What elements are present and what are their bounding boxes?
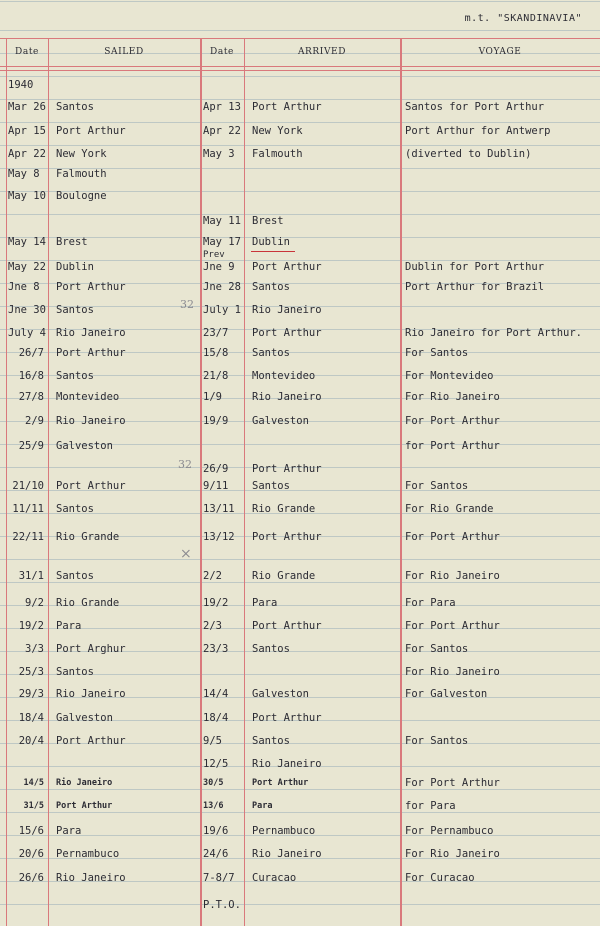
arrived-port: Port Arthur	[252, 531, 322, 543]
voyage-note: Dublin for Port Arthur	[405, 261, 545, 273]
sailed-port: Santos	[56, 666, 94, 678]
sailed-date: July 4	[8, 327, 46, 339]
voyage-note: (diverted to Dublin)	[405, 148, 532, 160]
rule-header-2	[0, 70, 600, 71]
arrived-date: P.T.O.	[203, 899, 241, 911]
arrived-port: Port Arthur	[252, 101, 322, 113]
arrived-port: Montevideo	[252, 370, 316, 382]
arrived-date: 15/8	[203, 347, 229, 359]
arrived-port: Port Arthur	[252, 463, 322, 475]
arrived-date: 7-8/7	[203, 872, 235, 884]
sailed-port: Galveston	[56, 440, 113, 452]
sailed-date: Apr 15	[8, 125, 46, 137]
arrived-date: Jne 28	[203, 281, 241, 293]
arrived-date: Apr 13	[203, 101, 241, 113]
sailed-port: Rio Janeiro	[56, 327, 126, 339]
sailed-date: 9/2	[25, 597, 44, 609]
sailed-date: 14/5	[23, 778, 44, 788]
sailed-port: Santos	[56, 304, 94, 316]
arrived-port: Rio Janeiro	[252, 758, 322, 770]
arrived-date: 14/4	[203, 688, 229, 700]
voyage-note: For Port Arthur	[405, 777, 500, 789]
voyage-note: For Port Arthur	[405, 531, 500, 543]
sailed-port: Rio Janeiro	[56, 688, 126, 700]
header-sailed: SAILED	[104, 47, 144, 57]
arrived-port: Santos	[252, 735, 290, 747]
sailed-date: 16/8	[18, 370, 44, 382]
sailed-date: 27/8	[18, 391, 44, 403]
arrived-date: 13/6	[203, 801, 224, 811]
sailed-port: Boulogne	[56, 190, 107, 202]
arrived-port: New York	[252, 125, 303, 137]
sailed-date: 31/5	[23, 801, 44, 811]
sailed-date: 2/9	[25, 415, 44, 427]
arrived-port: Galveston	[252, 688, 309, 700]
underline-dublin	[251, 251, 295, 252]
voyage-note: For Rio Grande	[405, 503, 494, 515]
arrived-date: 2/2	[203, 570, 222, 582]
arrived-date: 21/8	[203, 370, 229, 382]
sailed-date: 25/3	[18, 666, 44, 678]
arrived-date: 2/3	[203, 620, 222, 632]
voyage-note: For Galveston	[405, 688, 488, 700]
arrived-date: 23/3	[203, 643, 229, 655]
rule-date2	[244, 38, 245, 926]
arrived-port: Rio Janeiro	[252, 848, 322, 860]
sailed-port: Falmouth	[56, 168, 107, 180]
sailed-port: Montevideo	[56, 391, 120, 403]
sailed-port: Port Arthur	[56, 281, 126, 293]
arrived-date: 18/4	[203, 712, 229, 724]
arrived-date: Prev	[203, 250, 225, 260]
header-date-arrived: Date	[210, 47, 234, 57]
voyage-note: Rio Janeiro for Port Arthur.	[405, 327, 583, 339]
voyage-note: Port Arthur for Brazil	[405, 281, 545, 293]
sailed-port: Port Arthur	[56, 801, 113, 811]
sailed-date: 26/7	[18, 347, 44, 359]
arrived-port: Rio Janeiro	[252, 304, 322, 316]
arrived-port: Port Arthur	[252, 261, 322, 273]
sailed-date: 26/6	[18, 872, 44, 884]
sailed-date: 3/3	[25, 643, 44, 655]
pencil-cross-mark: ×	[180, 546, 192, 562]
sailed-date: 15/6	[18, 825, 44, 837]
arrived-port: Santos	[252, 281, 290, 293]
rule-sailed	[200, 38, 202, 926]
voyage-note: for Port Arthur	[405, 440, 500, 452]
header-date-sailed: Date	[15, 47, 39, 57]
sailed-port: Rio Grande	[56, 597, 120, 609]
voyage-note: Santos for Port Arthur	[405, 101, 545, 113]
sailed-port: Rio Janeiro	[56, 778, 113, 788]
sailed-port: Galveston	[56, 712, 113, 724]
sailed-date: 11/11	[12, 503, 44, 515]
sailed-date: May 14	[8, 236, 46, 248]
sailed-date: 25/9	[18, 440, 44, 452]
arrived-port: Curacao	[252, 872, 297, 884]
arrived-date: 19/2	[203, 597, 229, 609]
voyage-note: For Para	[405, 597, 456, 609]
sailed-port: Pernambuco	[56, 848, 120, 860]
sailed-port: Rio Janeiro	[56, 415, 126, 427]
voyage-note: For Montevideo	[405, 370, 494, 382]
voyage-note: For Port Arthur	[405, 620, 500, 632]
sailed-port: Dublin	[56, 261, 94, 273]
voyage-note: For Santos	[405, 643, 469, 655]
sailed-date: 20/4	[18, 735, 44, 747]
voyage-note: Port Arthur for Antwerp	[405, 125, 551, 137]
sailed-port: Santos	[56, 101, 94, 113]
arrived-port: Port Arthur	[252, 712, 322, 724]
voyage-note: For Port Arthur	[405, 415, 500, 427]
sailed-date: May 8	[8, 168, 40, 180]
sailed-port: New York	[56, 148, 107, 160]
sailed-date: 31/1	[18, 570, 44, 582]
arrived-date: July 1	[203, 304, 241, 316]
voyage-note: For Santos	[405, 347, 469, 359]
arrived-port: Brest	[252, 215, 284, 227]
arrived-port: Dublin	[252, 236, 290, 248]
sailed-port: Brest	[56, 236, 88, 248]
arrived-date: 24/6	[203, 848, 229, 860]
pencil-mark: 32	[180, 298, 194, 311]
arrived-date: 1/9	[203, 391, 222, 403]
voyage-note: for Para	[405, 800, 456, 812]
arrived-date: 9/11	[203, 480, 229, 492]
sailed-date: Apr 22	[8, 148, 46, 160]
sailed-port: Port Arthur	[56, 480, 126, 492]
sailed-date: 20/6	[18, 848, 44, 860]
sailed-port: Port Arthur	[56, 735, 126, 747]
arrived-date: 13/12	[203, 531, 235, 543]
arrived-port: Falmouth	[252, 148, 303, 160]
sailed-port: Santos	[56, 370, 94, 382]
arrived-date: May 17	[203, 236, 241, 248]
vessel-title: m.t. "SKANDINAVIA"	[464, 13, 582, 24]
arrived-date: 19/6	[203, 825, 229, 837]
arrived-port: Port Arthur	[252, 778, 309, 788]
sailed-port: Santos	[56, 503, 94, 515]
arrived-port: Para	[252, 597, 278, 609]
arrived-date: 12/5	[203, 758, 229, 770]
sailed-port: Port Arthur	[56, 347, 126, 359]
arrived-date: 26/9	[203, 463, 229, 475]
arrived-port: Port Arthur	[252, 620, 322, 632]
voyage-note: For Pernambuco	[405, 825, 494, 837]
sailed-date: May 10	[8, 190, 46, 202]
arrived-date: Jne 9	[203, 261, 235, 273]
arrived-date: 23/7	[203, 327, 229, 339]
arrived-date: 9/5	[203, 735, 222, 747]
rule-date1	[48, 38, 49, 926]
voyage-note: For Rio Janeiro	[405, 391, 500, 403]
rule-arrived	[400, 38, 402, 926]
sailed-port: Rio Janeiro	[56, 872, 126, 884]
arrived-port: Rio Grande	[252, 570, 316, 582]
arrived-date: May 11	[203, 215, 241, 227]
arrived-date: 19/9	[203, 415, 229, 427]
arrived-port: Santos	[252, 643, 290, 655]
sailed-port: Para	[56, 825, 82, 837]
arrived-date: May 3	[203, 148, 235, 160]
sailed-port: Port Arthur	[56, 125, 126, 137]
arrived-port: Port Arthur	[252, 327, 322, 339]
arrived-port: Galveston	[252, 415, 309, 427]
header-arrived: ARRIVED	[297, 47, 347, 57]
sailed-port: Para	[56, 620, 82, 632]
rule-top	[0, 38, 600, 39]
sailed-port: Rio Grande	[56, 531, 120, 543]
voyage-note: For Rio Janeiro	[405, 570, 500, 582]
pencil-mark: 32	[178, 458, 192, 471]
voyage-note: For Rio Janeiro	[405, 666, 500, 678]
year-label: 1940	[8, 79, 34, 91]
voyage-note: For Santos	[405, 480, 469, 492]
sailed-date: Jne 30	[8, 304, 46, 316]
arrived-date: 13/11	[203, 503, 235, 515]
arrived-port: Santos	[252, 347, 290, 359]
sailed-date: May 22	[8, 261, 46, 273]
header-voyage: VOYAGE	[478, 47, 522, 57]
rule-header-1	[0, 66, 600, 67]
arrived-port: Rio Janeiro	[252, 391, 322, 403]
sailed-date: 19/2	[18, 620, 44, 632]
sailed-date: 22/11	[12, 531, 44, 543]
arrived-date: 30/5	[203, 778, 224, 788]
sailed-date: Mar 26	[8, 101, 46, 113]
sailed-date: Jne 8	[8, 281, 40, 293]
arrived-port: Santos	[252, 480, 290, 492]
voyage-note: For Curacao	[405, 872, 475, 884]
sailed-port: Port Arghur	[56, 643, 126, 655]
sailed-date: 29/3	[18, 688, 44, 700]
arrived-port: Pernambuco	[252, 825, 316, 837]
voyage-note: For Rio Janeiro	[405, 848, 500, 860]
sailed-port: Santos	[56, 570, 94, 582]
voyage-note: For Santos	[405, 735, 469, 747]
sailed-date: 21/10	[12, 480, 44, 492]
arrived-date: Apr 22	[203, 125, 241, 137]
arrived-port: Rio Grande	[252, 503, 316, 515]
sailed-date: 18/4	[18, 712, 44, 724]
arrived-port: Para	[252, 801, 273, 811]
